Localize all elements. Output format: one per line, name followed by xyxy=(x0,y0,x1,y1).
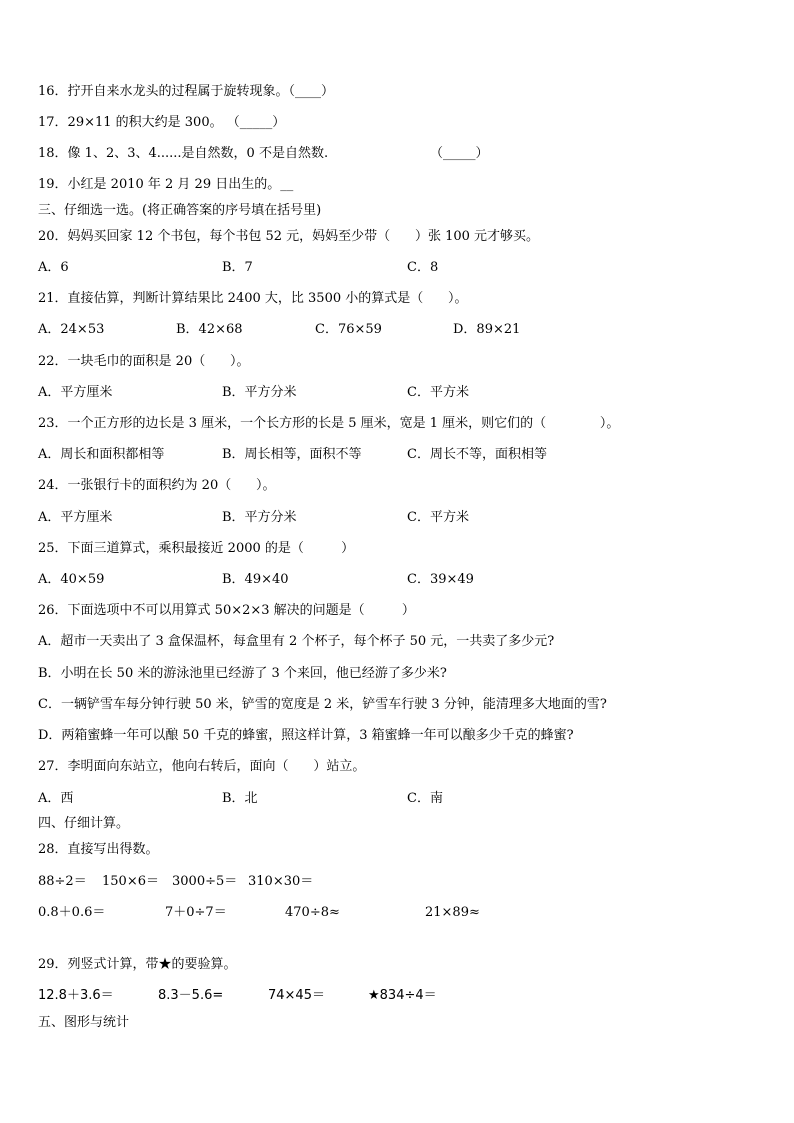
question-24: 24．一张银行卡的面积约为 20（ ）。 xyxy=(38,478,276,493)
q24-option-a: A．平方厘米 xyxy=(38,510,113,525)
q23-option-b: B．周长相等，面积不等 xyxy=(222,447,362,462)
q29-item-4: ★834÷4＝ xyxy=(368,988,437,1003)
question-21: 21．直接估算，判断计算结果比 2400 大，比 3500 小的算式是（ ）。 xyxy=(38,291,468,306)
q27-option-a: A．西 xyxy=(38,791,74,806)
question-25: 25．下面三道算式，乘积最接近 2000 的是（ ） xyxy=(38,541,355,556)
q27-option-c: C．南 xyxy=(407,791,443,806)
question-20: 20．妈妈买回家 12 个书包，每个书包 52 元，妈妈至少带（ ）张 100 元才够买。 xyxy=(38,229,540,244)
q25-option-b: B．49×40 xyxy=(222,572,289,587)
question-18: 18．像 1、2、3、4......是自然数，0 不是自然数. xyxy=(38,146,329,161)
question-23: 23．一个正方形的边长是 3 厘米，一个长方形的长是 5 厘米，宽是 1 厘米，则它们的（ ）。 xyxy=(38,416,620,431)
question-28: 28．直接写出得数。 xyxy=(38,842,159,857)
q21-option-c: C．76×59 xyxy=(315,322,382,337)
q26-option-a: A．超市一天卖出了 3 盒保温杯，每盒里有 2 个杯子，每个杯子 50 元，一共卖了多少元? xyxy=(38,634,555,649)
q28-item-5: 0.8＋0.6＝ xyxy=(38,905,106,920)
q29-item-2: 8.3－5.6= xyxy=(158,988,224,1003)
q26-option-b: B．小明在长 50 米的游泳池里已经游了 3 个来回，他已经游了多少米? xyxy=(38,666,447,681)
question-22: 22．一块毛巾的面积是 20（ ）。 xyxy=(38,354,250,369)
question-19: 19．小红是 2010 年 2 月 29 日出生的。__ xyxy=(38,177,294,192)
question-27: 27．李明面向东站立，他向右转后，面向（ ）站立。 xyxy=(38,759,366,774)
q23-option-c: C．周长不等，面积相等 xyxy=(407,447,547,462)
q20-option-c: C．8 xyxy=(407,260,439,275)
q21-option-b: B．42×68 xyxy=(176,322,243,337)
q26-option-c: C．一辆铲雪车每分钟行驶 50 米，铲雪的宽度是 2 米，铲雪车行驶 3 分钟，能清理多大地面的雪? xyxy=(38,697,607,712)
q20-option-a: A．6 xyxy=(38,260,69,275)
section-3-heading: 三、仔细选一选。(将正确答案的序号填在括号里) xyxy=(38,203,322,218)
question-16: 16．拧开自来水龙头的过程属于旋转现象。（____） xyxy=(38,84,335,99)
question-17: 17．29×11 的积大约是 300。 （_____） xyxy=(38,115,286,130)
section-4-heading: 四、仔细计算。 xyxy=(38,816,130,831)
question-26: 26．下面选项中不可以用算式 50×2×3 解决的问题是（ ） xyxy=(38,603,415,618)
q28-item-7: 470÷8≈ xyxy=(285,905,340,920)
q28-item-8: 21×89≈ xyxy=(425,905,480,920)
q25-option-c: C．39×49 xyxy=(407,572,474,587)
q28-item-6: 7＋0÷7＝ xyxy=(165,905,227,920)
q22-option-c: C．平方米 xyxy=(407,385,469,400)
q25-option-a: A．40×59 xyxy=(38,572,105,587)
q24-option-c: C．平方米 xyxy=(407,510,469,525)
q28-item-1: 88÷2＝ xyxy=(38,874,87,889)
q28-item-3: 3000÷5＝ xyxy=(172,874,238,889)
q28-item-2: 150×6＝ xyxy=(102,874,159,889)
q27-option-b: B．北 xyxy=(222,791,258,806)
q20-option-b: B．7 xyxy=(222,260,253,275)
q28-item-4: 310×30＝ xyxy=(248,874,314,889)
question-18-blank: （_____） xyxy=(430,146,489,161)
q24-option-b: B．平方分米 xyxy=(222,510,297,525)
section-5-heading: 五、图形与统计 xyxy=(38,1015,130,1030)
q22-option-a: A．平方厘米 xyxy=(38,385,113,400)
q29-item-1: 12.8＋3.6＝ xyxy=(38,988,114,1003)
q26-option-d: D．两箱蜜蜂一年可以酿 50 千克的蜂蜜，照这样计算，3 箱蜜蜂一年可以酿多少千克的蜂蜜? xyxy=(38,728,574,743)
q22-option-b: B．平方分米 xyxy=(222,385,297,400)
q23-option-a: A．周长和面积都相等 xyxy=(38,447,165,462)
question-29: 29．列竖式计算，带★的要验算。 xyxy=(38,957,237,972)
q21-option-a: A．24×53 xyxy=(38,322,105,337)
q29-item-3: 74×45＝ xyxy=(268,988,325,1003)
q21-option-d: D．89×21 xyxy=(453,322,521,337)
